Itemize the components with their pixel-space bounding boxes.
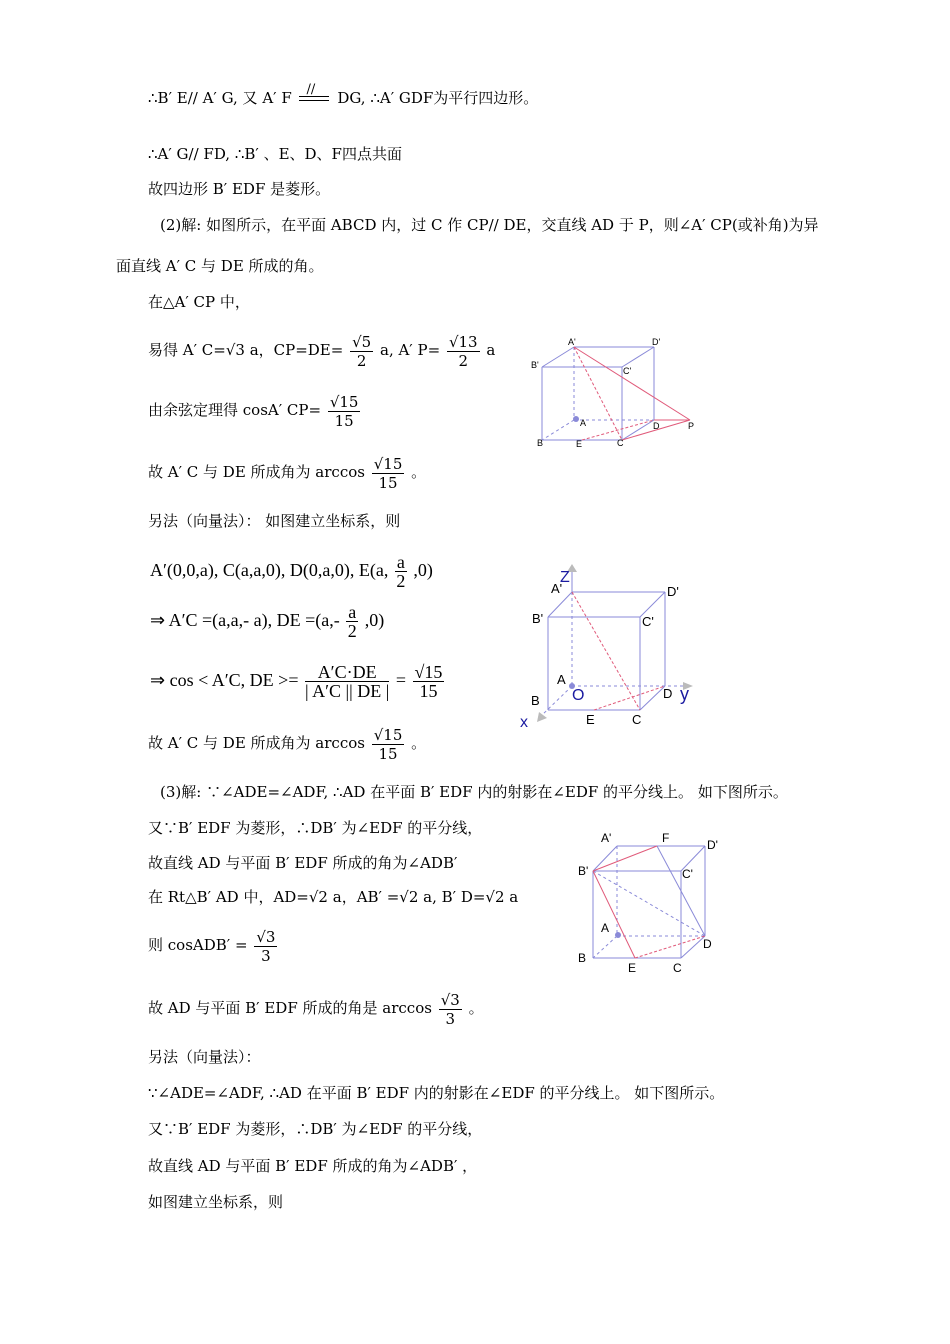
label-B-prime: B' — [578, 864, 589, 878]
line-18: 另法（向量法）： — [148, 1048, 261, 1066]
label-E: E — [576, 439, 583, 449]
label-C-prime: C' — [642, 614, 654, 629]
axis-label-y: y — [680, 684, 689, 704]
line-17: 故 AD 与平面 B′ EDF 所成的角是 arccos $\frac{√3}{3}$ 。 — [148, 990, 484, 1028]
label-B: B — [531, 693, 540, 708]
label-D: D — [653, 421, 660, 431]
line-10: 另法（向量法）： 如图建立坐标系，则 — [148, 512, 401, 530]
fraction: $\frac{A'C\cdot DE}{| A'C || DE |}$ — [304, 662, 390, 702]
line-19: ∵∠ADE=∠ADF, ∴AD 在平面 B′ EDF 内的射影在∠EDF 的平分线上。 如下图所示。 — [148, 1084, 725, 1102]
fraction: $\frac{a}{2}$ — [396, 552, 406, 592]
label-A: A — [580, 418, 587, 428]
label-B: B — [537, 438, 544, 448]
line-2: ∴A′ G// FD, ∴B′ 、E、D、F四点共面 — [148, 145, 402, 163]
axis-label-z: Z — [560, 569, 570, 586]
line-4: (2)解: 如图所示，在平面 ABCD 内，过 C 作 CP// DE，交直线 AD 于 P，则∠A′ CP(或补角)为异 — [160, 216, 819, 234]
line-5: 面直线 A′ C 与 DE 所成的角。 — [116, 257, 324, 275]
fraction: $\frac{a}{2}$ — [347, 602, 357, 642]
line-21: 故直线 AD 与平面 B′ EDF 所成的角为∠ADB′ ， — [148, 1157, 478, 1175]
label-D-prime: D' — [667, 584, 679, 599]
label-E: E — [628, 961, 637, 975]
fraction: $\frac{√3}{3}$ — [256, 927, 276, 965]
label-B-prime: B' — [531, 360, 539, 370]
label-D: D — [663, 686, 673, 701]
label-C-prime: C' — [682, 867, 693, 881]
line-15: 在 Rt△B′ AD 中，AD=√2 a，AB′ =√2 a, B′ D=√2 a — [148, 888, 519, 906]
label-A-prime: A' — [568, 337, 576, 347]
label-A: A — [601, 921, 610, 935]
cube-figure-2 — [515, 562, 705, 732]
label-P: P — [688, 421, 695, 431]
line-22: 如图建立坐标系，则 — [148, 1193, 284, 1211]
line-20: 又∵B′ EDF 为菱形，∴DB′ 为∠EDF 的平分线， — [148, 1120, 483, 1138]
label-D-prime: D' — [707, 838, 718, 852]
label-C: C — [673, 961, 682, 975]
axis-label-x: x — [520, 714, 528, 731]
fraction: $\frac{√5}{2}$ — [352, 332, 372, 370]
cube-figure-1 — [530, 335, 710, 455]
label-B: B — [578, 951, 587, 965]
line-11: 故 A′ C 与 DE 所成角为 arccos $\frac{√15}{15}$ 。 — [148, 725, 427, 763]
parallel-equal-symbol: // — [297, 88, 333, 108]
fraction: $\frac{√15}{15}$ — [329, 392, 359, 430]
equation-3: ⇒ cos < A′C, DE >= $\frac{A'C\cdot DE}{| A'C || DE |}$ = $\frac{√15}{15}$ — [150, 662, 443, 702]
fraction: $\frac{√15}{15}$ — [373, 454, 403, 492]
line-8: 由余弦定理得 cosA′ CP= $\frac{√15}{15}$ — [148, 392, 359, 430]
line-6: 在△A′ CP 中， — [148, 293, 250, 311]
line-12: (3)解: ∵∠ADE=∠ADF, ∴AD 在平面 B′ EDF 内的射影在∠EDF 的平分线上。 如下图所示。 — [160, 783, 788, 801]
equation-1: A′(0,0,a), C(a,a,0), D(0,a,0), E(a, $\frac{a}{2}$ ,0) — [150, 552, 433, 592]
line-13: 又∵B′ EDF 为菱形，∴DB′ 为∠EDF 的平分线， — [148, 819, 483, 837]
line-14: 故直线 AD 与平面 B′ EDF 所成的角为∠ADB′ — [148, 854, 458, 872]
label-D: D — [703, 937, 712, 951]
origin-label-o: O — [572, 687, 585, 704]
label-C: C — [617, 438, 624, 448]
label-F: F — [662, 831, 670, 845]
line-7: 易得 A′ C=√3 a，CP=DE= $\frac{√5}{2}$ a, A′ P= $\frac{√13}{2}$ a — [148, 332, 496, 370]
label-C-prime: C' — [623, 366, 632, 376]
label-A: A — [557, 672, 566, 687]
line-16: 则 cosADB′ = $\frac{√3}{3}$ — [148, 927, 276, 965]
fraction: $\frac{√3}{3}$ — [440, 990, 460, 1028]
line-3: 故四边形 B′ EDF 是菱形。 — [148, 180, 331, 198]
label-A-prime: A' — [601, 831, 612, 845]
fraction: $\frac{√15}{15}$ — [373, 725, 403, 763]
label-C: C — [632, 712, 642, 727]
label-E: E — [586, 712, 595, 727]
line-9: 故 A′ C 与 DE 所成角为 arccos $\frac{√15}{15}$ 。 — [148, 454, 427, 492]
fraction: $\frac{√15}{15}$ — [414, 662, 443, 702]
label-D-prime: D' — [652, 337, 661, 347]
cube-figure-3 — [575, 828, 735, 978]
fraction: $\frac{√13}{2}$ — [448, 332, 478, 370]
line-1: ∴B′ E// A′ G, 又 A′ F // DG, ∴A′ GDF为平行四边形。 — [148, 82, 539, 107]
equation-2: ⇒ A′C =(a,a,- a), DE =(a,- $\frac{a}{2}$ ,0) — [150, 602, 385, 642]
label-A-prime: A' — [551, 581, 563, 596]
label-B-prime: B' — [532, 611, 544, 626]
